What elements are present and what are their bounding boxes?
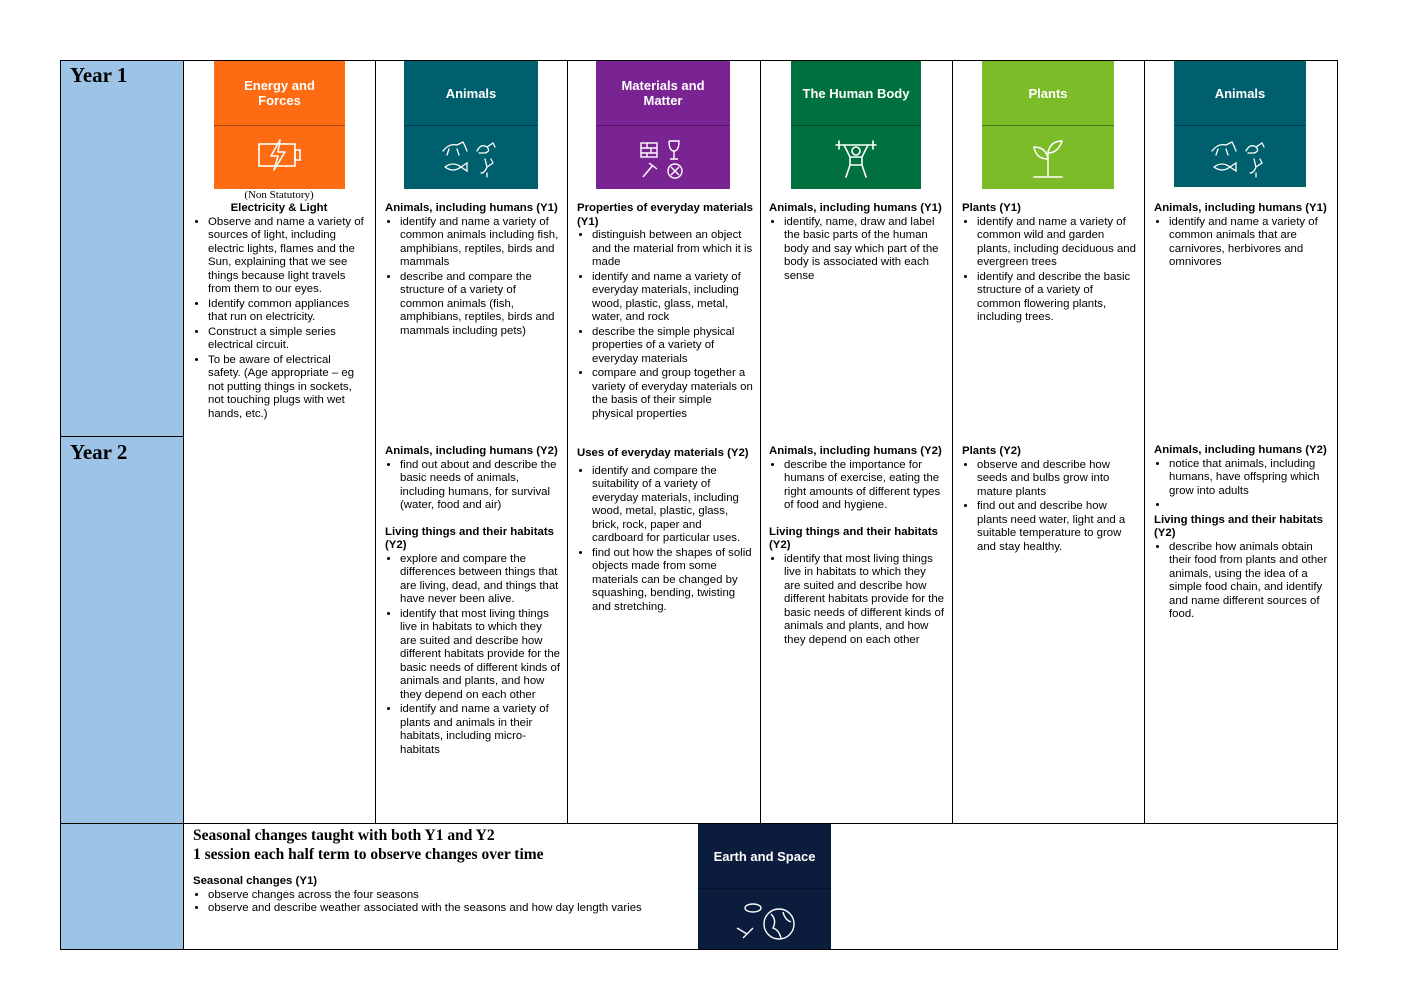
tile-materials-and-matter [596, 61, 730, 189]
section-heading: Seasonal changes (Y1) [193, 875, 318, 887]
section-heading: Animals, including humans (Y1) [769, 202, 942, 214]
col-human-body-y2 [769, 445, 945, 648]
list-item: • identify, name, draw and label the basic parts of the human body and say which part of the body is associated with each sense [784, 216, 945, 284]
list-item: • identify and name a variety of plants and animals in their habitats, including micro-habitats [400, 703, 561, 757]
weightlifter-icon [834, 137, 878, 181]
seedling-icon [1028, 137, 1068, 181]
year-1-label: Year 1 [70, 63, 128, 87]
list-item: • Observe and name a variety of sources of light, including electric lights, flames and the Sun, explaining that we see things because light travels from them to our eyes. [208, 216, 365, 297]
tile-animals-2 [1174, 61, 1306, 187]
list-item: • find out how the shapes of solid objects made from some materials can be changed by squashing, bending, twisting and stretching. [592, 547, 753, 615]
list-item: • distinguish between an object and the material from which it is made [592, 229, 753, 270]
list-item: • identify that most living things live in habitats to which they are suited and describe how different habitats provide for the basic needs of different kinds of animals and plants, and how they depend on each other [784, 553, 945, 648]
list-item: • find out and describe how plants need water, light and a suitable temperature to grow and stay healthy. [977, 500, 1137, 554]
col-energy-forces [193, 189, 365, 422]
section-heading: Living things and their habitats (Y2) [385, 525, 554, 551]
tile-title: Materials and Matter [621, 78, 705, 108]
col-human-body-y1 [769, 202, 945, 284]
tile-earth-and-space [698, 824, 831, 949]
list-item: • identify that most living things live in habitats to which they are suited and describe how different habitats provide for the basic needs of different kinds of animals and plants, and how they depend on each other [400, 608, 561, 703]
divider [567, 60, 568, 823]
section-heading: Animals, including humans (Y2) [385, 445, 558, 457]
section-heading: Electricity & Light [230, 202, 328, 214]
list-item: • describe the importance for humans of exercise, eating the right amounts of different types of food and hygiene. [784, 459, 945, 513]
seasonal-changes-section [193, 826, 693, 916]
divider [952, 60, 953, 823]
divider [375, 60, 376, 823]
list-item: • observe changes across the four seasons [208, 889, 693, 903]
list-item: • notice that animals, including humans, have offspring which grow into adults [1169, 458, 1330, 499]
list-item: • compare and group together a variety of everyday materials on the basis of their simple physical properties [592, 367, 753, 421]
col-animals-2-y1 [1154, 202, 1330, 271]
list-item: • find out about and describe the basic needs of animals, including humans, for survival (water, food and air) [400, 459, 561, 513]
divider [60, 436, 184, 437]
col-materials-y1 [577, 202, 753, 422]
divider [760, 60, 761, 823]
list-item: • describe the simple physical properties of a variety of everyday materials [592, 326, 753, 367]
animals-icon [1210, 137, 1270, 179]
non-statutory-note: (Non Statutory) [244, 189, 314, 201]
list-item: • describe and compare the structure of a variety of common animals (fish, amphibians, reptiles, birds and mammals including pets) [400, 271, 561, 339]
list-item: • Identify common appliances that run on electricity. [208, 298, 365, 325]
section-heading: Animals, including humans (Y2) [769, 445, 942, 457]
section-heading: Properties of everyday materials (Y1) [577, 202, 754, 228]
list-item: • observe and describe how seeds and bulbs grow into mature plants [977, 459, 1137, 500]
section-heading: Plants (Y1) [962, 202, 1021, 214]
col-plants-y2 [962, 445, 1137, 555]
list-item: • describe how animals obtain their food from plants and other animals, using the idea of a simple food chain, and identify and name different sources of food. [1169, 541, 1330, 622]
list-item: • identify and name a variety of everyday materials, including wood, plastic, glass, metal, water, and rock [592, 271, 753, 325]
year-2-label: Year 2 [70, 440, 128, 464]
tile-plants [982, 61, 1114, 189]
list-item: • Construct a simple series electrical circuit. [208, 326, 365, 353]
tile-title: Energy and Forces [244, 78, 315, 108]
seasonal-title-line-1: Seasonal changes taught with both Y1 and Y2 [193, 827, 495, 844]
col-materials-y2 [577, 447, 753, 615]
tile-the-human-body [791, 61, 921, 189]
globe-icon [733, 900, 797, 944]
section-heading: Animals, including humans (Y2) [1154, 444, 1327, 456]
col-animals-y2 [385, 445, 561, 758]
list-item: • observe and describe weather associated with the seasons and how day length varies [208, 902, 693, 916]
tile-title: The Human Body [802, 85, 910, 101]
section-heading: Animals, including humans (Y1) [385, 202, 558, 214]
tile-title: Animals [1214, 85, 1266, 101]
tile-animals [404, 61, 538, 189]
seasonal-title-line-2: 1 session each half term to observe changes over time [193, 846, 544, 863]
materials-icon [637, 137, 689, 181]
animals-icon [441, 137, 501, 179]
list-item: • identify and describe the basic structure of a variety of common flowering plants, including trees. [977, 271, 1137, 325]
section-heading: Animals, including humans (Y1) [1154, 202, 1327, 214]
col-plants-y1 [962, 202, 1137, 326]
tile-energy-and-forces [214, 61, 345, 189]
divider [1144, 60, 1145, 823]
list-item: • identify and compare the suitability of a variety of everyday materials, including wood, metal, plastic, glass, brick, rock, paper and cardboard for particular uses. [592, 465, 753, 546]
list-item: • identify and name a variety of common wild and garden plants, including deciduous and evergreen trees [977, 216, 1137, 270]
section-heading: Living things and their habitats (Y2) [769, 525, 938, 551]
list-item: • To be aware of electrical safety. (Age appropriate – eg not putting things in sockets, not touching plugs with wet hands, etc.) [208, 354, 365, 422]
tile-title: Plants [1028, 85, 1068, 101]
section-heading: Living things and their habitats (Y2) [1154, 513, 1323, 539]
list-item [1169, 499, 1330, 513]
col-animals-y1 [385, 202, 561, 339]
list-item: • explore and compare the differences between things that are living, dead, and things that have never been alive. [400, 553, 561, 607]
list-item: • identify and name a variety of common animals including fish, amphibians, reptiles, birds and mammals [400, 216, 561, 270]
section-heading: Plants (Y2) [962, 445, 1021, 457]
section-heading: Uses of everyday materials (Y2) [577, 447, 749, 459]
tile-title: Animals [445, 85, 497, 101]
list-item: • identify and name a variety of common animals that are carnivores, herbivores and omnivores [1169, 216, 1330, 270]
battery-bolt-icon [256, 137, 304, 173]
tile-title: Earth and Space [713, 848, 816, 864]
col-animals-2-y2 [1154, 444, 1330, 623]
